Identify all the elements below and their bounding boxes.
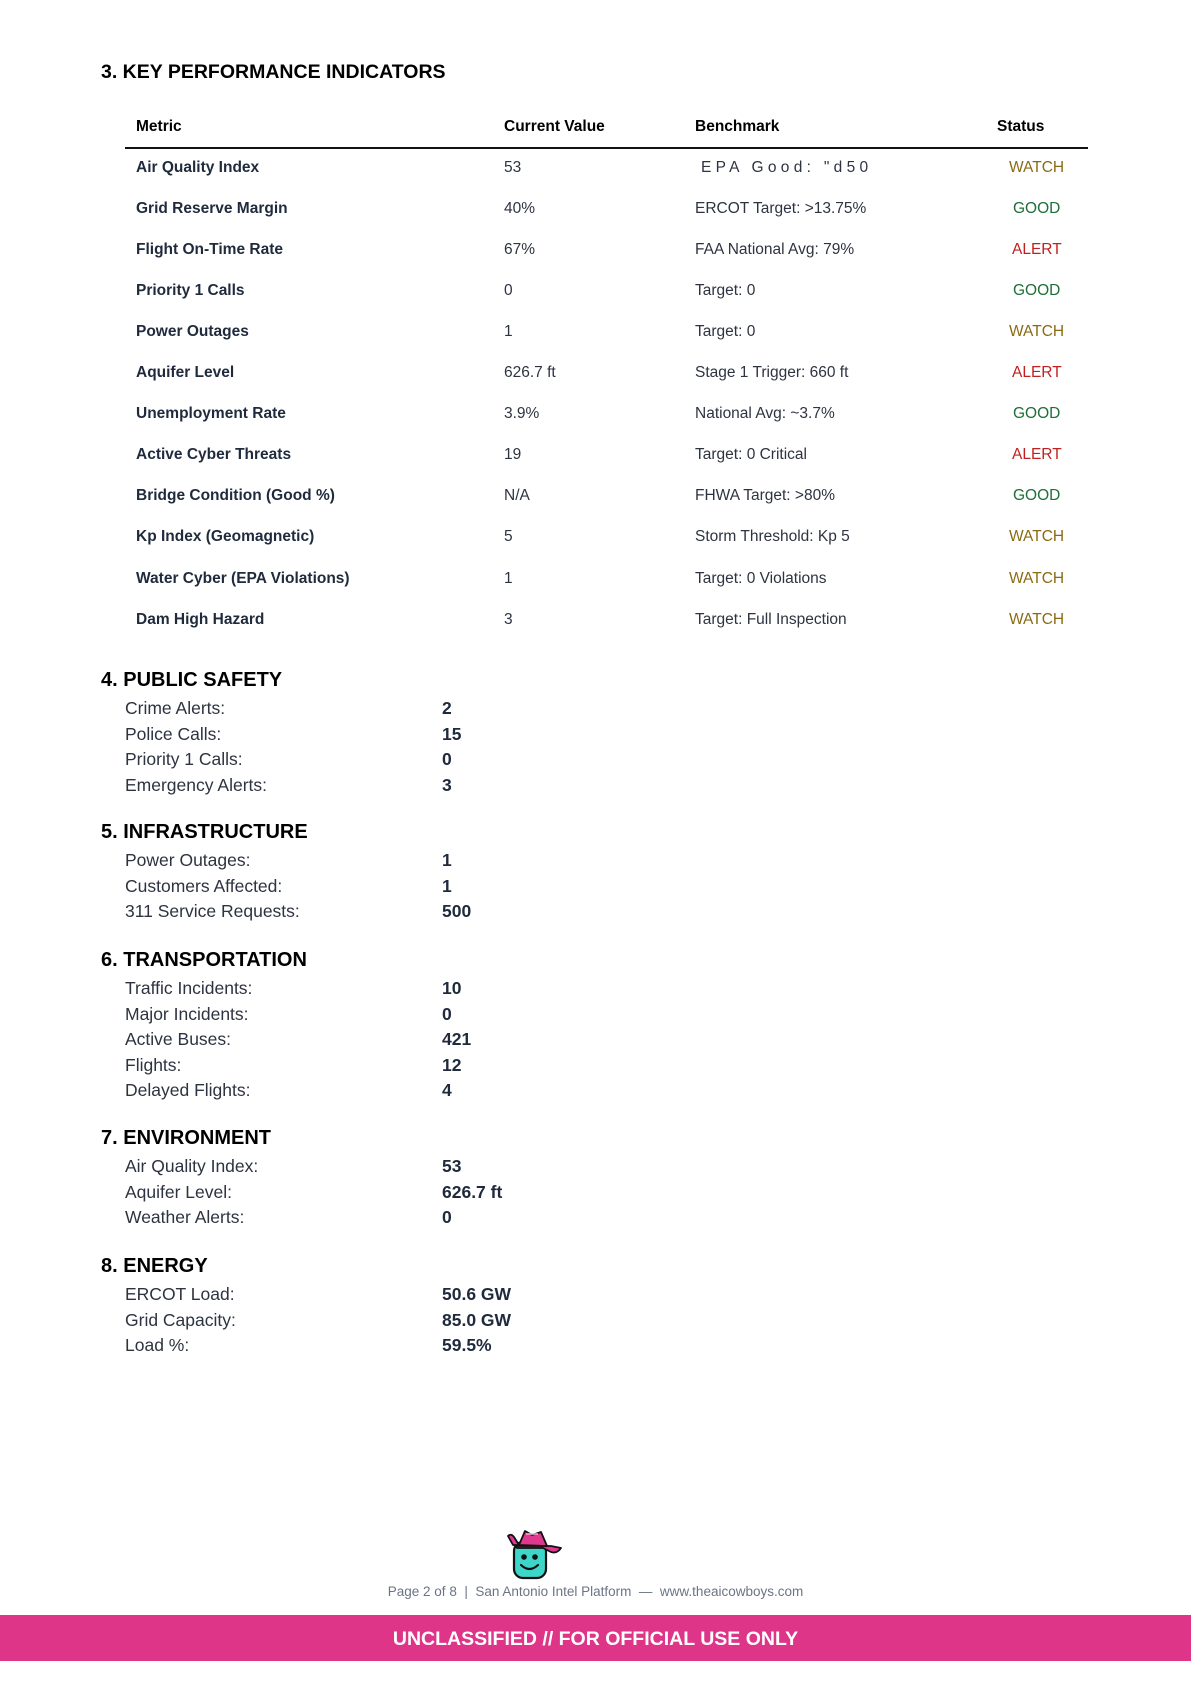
section-title-kpi: 3. KEY PERFORMANCE INDICATORS [101, 61, 446, 83]
field-value: 0 [442, 1004, 452, 1024]
status-badge: WATCH [1009, 528, 1065, 545]
cell-metric: Flight On-Time Rate [136, 241, 283, 258]
field-value: 53 [442, 1156, 462, 1176]
cell-metric: Dam High Hazard [136, 611, 265, 628]
column-header-benchmark: Benchmark [695, 118, 780, 135]
field-value: 500 [442, 901, 472, 921]
field-label: Power Outages: [125, 850, 251, 870]
cell-current-value: 0 [504, 282, 513, 299]
cell-benchmark: EPA Good: "d50 [701, 159, 873, 176]
field-value: 0 [442, 749, 452, 769]
cell-current-value: 1 [504, 570, 513, 587]
column-header-status: Status [997, 118, 1045, 135]
status-badge: WATCH [1009, 570, 1065, 587]
cell-metric: Power Outages [136, 323, 249, 340]
cowboy-mascot-icon [505, 1524, 565, 1584]
cell-current-value: 3 [504, 611, 513, 628]
cell-current-value: N/A [504, 487, 530, 504]
cell-benchmark: Target: 0 Critical [695, 446, 807, 463]
field-value: 12 [442, 1055, 462, 1075]
field-value: 50.6 GW [442, 1284, 512, 1304]
section-heading: 5. INFRASTRUCTURE [101, 821, 308, 843]
cell-metric: Air Quality Index [136, 159, 260, 176]
field-label: Police Calls: [125, 724, 222, 744]
status-badge: GOOD [1013, 487, 1061, 504]
field-label: Active Buses: [125, 1029, 232, 1049]
cell-benchmark: Target: Full Inspection [695, 611, 847, 628]
cell-benchmark: FAA National Avg: 79% [695, 241, 855, 258]
status-badge: WATCH [1009, 323, 1065, 340]
section-heading: 7. ENVIRONMENT [101, 1127, 272, 1149]
cell-metric: Unemployment Rate [136, 405, 286, 422]
field-value: 626.7 ft [442, 1182, 503, 1202]
classification-label: UNCLASSIFIED // FOR OFFICIAL USE ONLY [392, 1628, 799, 1650]
column-header-current-value: Current Value [504, 118, 605, 135]
status-badge: ALERT [1012, 446, 1062, 463]
table-header-rule [125, 147, 1088, 149]
field-label: Major Incidents: [125, 1004, 249, 1024]
field-label: Weather Alerts: [125, 1207, 245, 1227]
field-value: 10 [442, 978, 462, 998]
field-label: Traffic Incidents: [125, 978, 253, 998]
cell-benchmark: Storm Threshold: Kp 5 [695, 528, 850, 545]
cell-current-value: 1 [504, 323, 513, 340]
field-label: Air Quality Index: [125, 1156, 259, 1176]
cell-current-value: 19 [504, 446, 522, 463]
cell-benchmark: Stage 1 Trigger: 660 ft [695, 364, 849, 381]
cell-benchmark: National Avg: ~3.7% [695, 405, 835, 422]
field-label: Priority 1 Calls: [125, 749, 243, 769]
cell-current-value: 40% [504, 200, 536, 217]
status-badge: WATCH [1009, 611, 1065, 628]
cell-current-value: 53 [504, 159, 522, 176]
section-heading: 6. TRANSPORTATION [101, 949, 307, 971]
cell-benchmark: Target: 0 [695, 282, 756, 299]
field-label: Customers Affected: [125, 876, 283, 896]
field-label: Flights: [125, 1055, 182, 1075]
classification-banner [0, 1615, 1191, 1661]
field-value: 1 [442, 876, 452, 896]
field-label: ERCOT Load: [125, 1284, 235, 1304]
cell-benchmark: Target: 0 [695, 323, 756, 340]
field-value: 59.5% [442, 1335, 492, 1355]
cell-benchmark: Target: 0 Violations [695, 570, 827, 587]
column-header-metric: Metric [136, 118, 182, 135]
field-value: 421 [442, 1029, 472, 1049]
status-badge: WATCH [1009, 159, 1065, 176]
cell-metric: Bridge Condition (Good %) [136, 487, 335, 504]
field-value: 15 [442, 724, 462, 744]
cell-current-value: 3.9% [504, 405, 540, 422]
cell-benchmark: ERCOT Target: >13.75% [695, 200, 867, 217]
field-value: 0 [442, 1207, 452, 1227]
cell-metric: Aquifer Level [136, 364, 235, 381]
field-value: 2 [442, 698, 452, 718]
cell-current-value: 5 [504, 528, 513, 545]
section-heading: 4. PUBLIC SAFETY [101, 669, 283, 691]
cell-benchmark: FHWA Target: >80% [695, 487, 835, 504]
field-label: Delayed Flights: [125, 1080, 251, 1100]
cell-metric: Water Cyber (EPA Violations) [136, 570, 350, 587]
field-value: 4 [442, 1080, 452, 1100]
status-badge: ALERT [1012, 364, 1062, 381]
cell-metric: Grid Reserve Margin [136, 200, 288, 217]
section-heading: 8. ENERGY [101, 1255, 208, 1277]
status-badge: GOOD [1013, 200, 1061, 217]
field-label: Aquifer Level: [125, 1182, 233, 1202]
footer-page-info: Page 2 of 8 | San Antonio Intel Platform — www.theaicowboys.com [387, 1584, 804, 1599]
field-label: Load %: [125, 1335, 190, 1355]
status-badge: GOOD [1013, 405, 1061, 422]
field-value: 1 [442, 850, 452, 870]
field-value: 85.0 GW [442, 1310, 512, 1330]
field-label: Grid Capacity: [125, 1310, 236, 1330]
field-label: Emergency Alerts: [125, 775, 267, 795]
cell-current-value: 67% [504, 241, 536, 258]
field-label: 311 Service Requests: [125, 901, 300, 921]
cell-current-value: 626.7 ft [504, 364, 556, 381]
status-badge: ALERT [1012, 241, 1062, 258]
cell-metric: Priority 1 Calls [136, 282, 245, 299]
field-value: 3 [442, 775, 452, 795]
cell-metric: Active Cyber Threats [136, 446, 292, 463]
status-badge: GOOD [1013, 282, 1061, 299]
cell-metric: Kp Index (Geomagnetic) [136, 528, 315, 545]
field-label: Crime Alerts: [125, 698, 226, 718]
